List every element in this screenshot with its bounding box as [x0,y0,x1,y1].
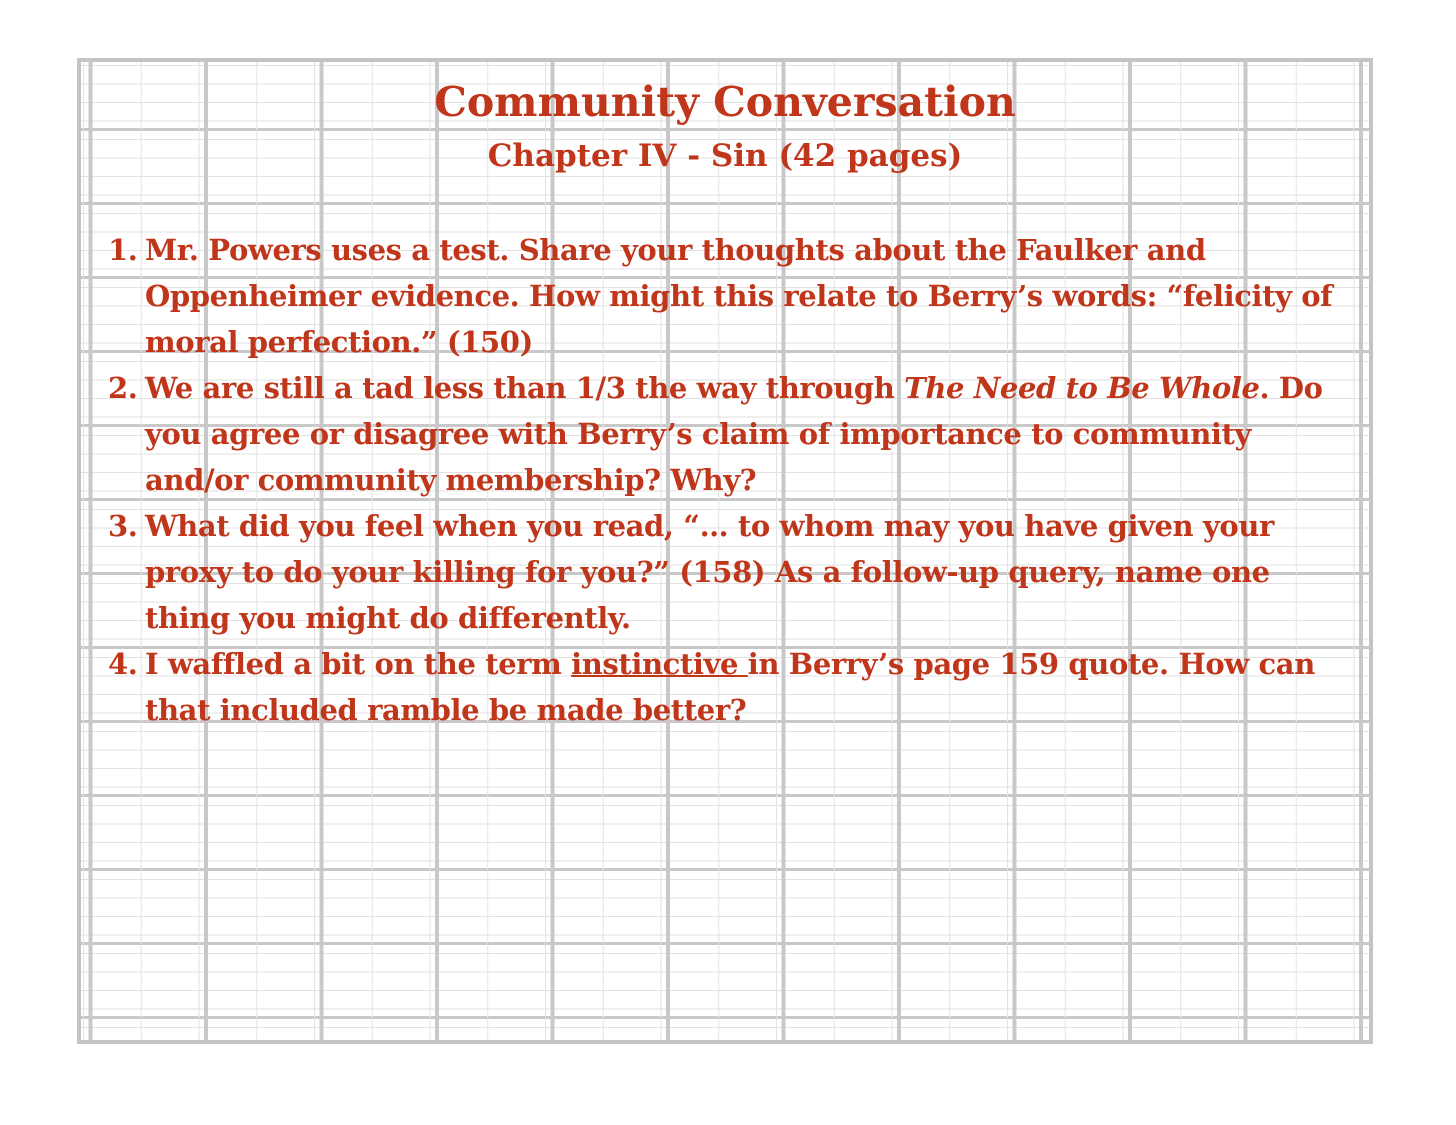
question-number: 2. [108,371,138,405]
question-item-1 [108,227,1343,365]
question-list [108,227,1343,733]
question-text: Mr. Powers uses a test. Share your thoughts about the Faulker and Oppenheimer evidence. How might this relate to Berry’s words: “felicity of moral perfection.” (150) [145,233,1333,359]
question-number: 4. [108,647,138,681]
question-text-before: We are still a tad less than 1/3 the way through [145,371,905,405]
question-text-after: . Do you agree or disagree with Berry’s claim of importance to community and/or community membership? Why? [145,371,1323,497]
question-item-4 [108,641,1343,733]
question-text: What did you feel when you read, “… to whom may you have given your proxy to do your killing for you?” (158) As a follow-up query, name one thing you might do differently. [145,509,1274,635]
page-subtitle: Chapter IV - Sin (42 pages) [487,138,963,174]
book-title: The Need to Be Whole [904,371,1260,405]
underlined-term: instinctive [571,647,748,681]
question-text-after: in Berry’s page 159 quote. How can that included ramble be made better? [145,647,1315,727]
page-title: Community Conversation [434,78,1016,126]
question-number: 3. [108,509,138,543]
question-number: 1. [108,233,138,267]
question-item-2 [108,365,1343,503]
question-text-before: I waffled a bit on the term [145,647,572,681]
question-item-3 [108,503,1343,641]
